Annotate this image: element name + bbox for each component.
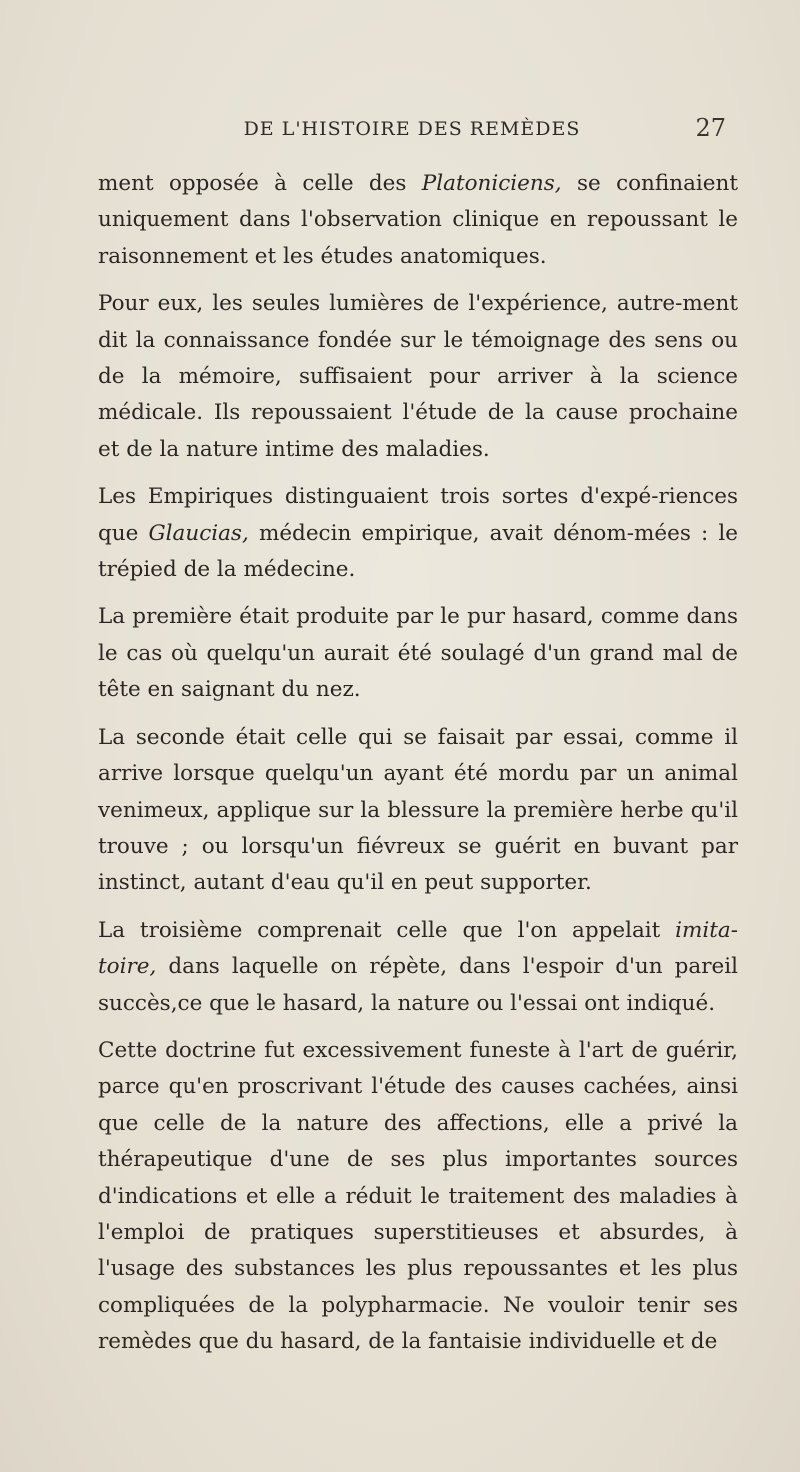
paragraph — [98, 913, 738, 1022]
running-head — [98, 114, 726, 152]
paragraph — [98, 720, 738, 902]
paragraph — [98, 479, 738, 588]
italic-text: Glaucias, — [148, 520, 249, 546]
text-run: La seconde était celle qui se faisait par essai, comme il arrive lorsque quelqu'un ayant été mordu par un animal venimeux, applique sur la blessure la première herbe qu'il trouve ; ou lorsqu'un fiévreux se guérit en buvant par instinct, autant d'eau qu'il en peut supporter. — [98, 724, 738, 896]
text-run: ment opposée à celle des — [98, 171, 422, 196]
text-run: médecin empirique, avait dénom-mées : le trépied de la médecine. — [98, 520, 738, 583]
text-run: dans laquelle on répète, dans l'espoir d'un pareil succès,ce que le hasard, la nature ou l'essai ont indiqué. — [98, 954, 738, 1016]
italic-text: imita-toire, — [98, 917, 738, 980]
italic-text: Platoniciens, — [421, 171, 562, 196]
running-title: DE L'HISTOIRE DES REMÈDES — [243, 118, 581, 140]
text-run: Pour eux, les seules lumières de l'expérience, autre-ment dit la connaissance fondée sur le témoignage des sens ou de la mémoire, suffisaient pour arriver à la science médicale. Ils repoussaient l'étude de la cause prochaine et de la nature intime des maladies. — [98, 291, 738, 462]
body-text — [98, 166, 738, 1372]
text-run: se confinaient uniquement dans l'observation clinique en repoussant le raisonnement et les études anatomiques. — [98, 171, 738, 269]
text-run: La troisième comprenait celle que l'on appelait — [98, 917, 676, 943]
paragraph — [98, 166, 738, 275]
paragraph — [98, 286, 738, 468]
paragraph — [98, 1033, 738, 1361]
text-run: La première était produite par le pur hasard, comme dans le cas où quelqu'un aurait été soulagé d'un grand mal de tête en saignant du nez. — [98, 604, 738, 703]
text-run: Cette doctrine fut excessivement funeste à l'art de guérir, parce qu'en proscrivant l'étude des causes cachées, ainsi que celle de la nature des affections, elle a privé la thérapeutique d'une de ses plus importantes sources d'indications et elle a réduit le traitement des maladies à l'emploi de pratiques superstitieuses et absurdes, à l'usage des substances les plus repoussantes et les plus compliquées de la polypharmacie. Ne vouloir tenir ses remèdes que du hasard, de la fantaisie individuelle et de — [98, 1037, 738, 1355]
page-number: 27 — [695, 114, 726, 142]
text-run: Les Empiriques distinguaient trois sortes d'expé-riences que — [98, 484, 738, 546]
paragraph — [98, 599, 738, 708]
